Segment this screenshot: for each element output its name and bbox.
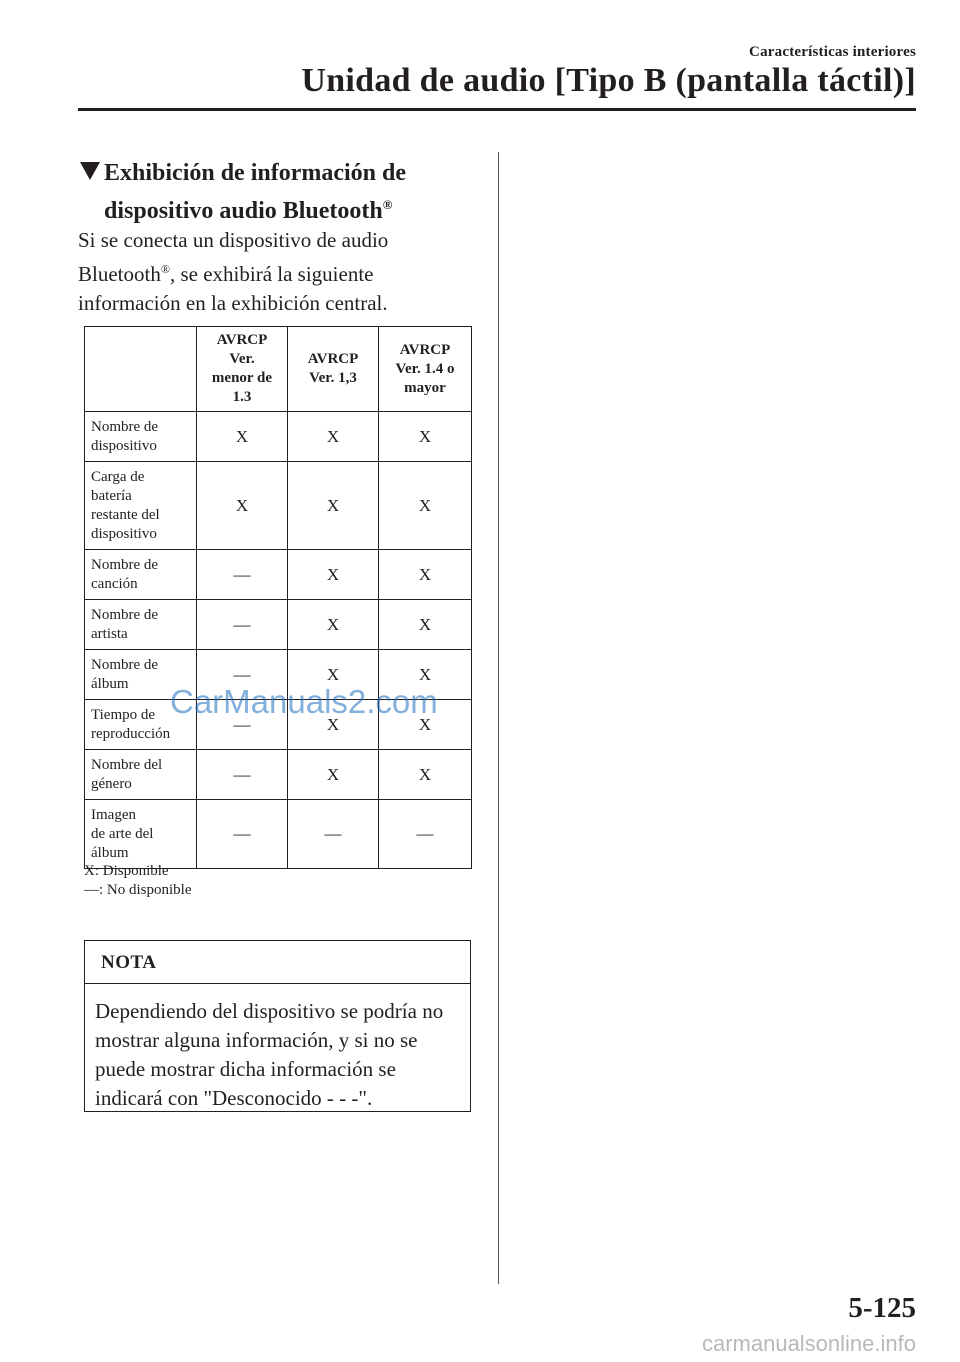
intro-paragraph [78,226,478,318]
column-header: AVRCP Ver. menor de 1.3 [197,327,288,412]
chapter-label: Características interiores [749,44,916,60]
table-row [85,600,472,650]
table-cell: X [379,650,472,700]
row-label: Imagen de arte del álbum [85,800,197,869]
table-cell: X [197,412,288,462]
watermark: CarManuals2.com [170,683,438,720]
triangle-down-icon [80,162,100,180]
legend-available: X: Disponible [84,863,169,879]
table-cell: — [197,600,288,650]
note-body: Dependiendo del dispositivo se podría no mostrar alguna información, y si no se puede mostrar dicha información se indicará con "Desconocido - - -". [95,999,444,1110]
table-cell: — [197,750,288,800]
row-label: Nombre de canción [85,550,197,600]
column-divider [498,152,499,1284]
row-label: Nombre del género [85,750,197,800]
table-row [85,750,472,800]
table-cell: X [288,412,379,462]
header-rule [78,108,916,111]
registered-mark: ® [160,262,170,276]
note-title: NOTA [85,941,470,984]
row-label: Nombre de artista [85,600,197,650]
table-legend [84,862,192,900]
table-header-row [85,327,472,412]
intro-text-1: Si se conecta un dispositivo de audio Bluetooth [78,228,389,286]
table-cell: — [288,800,379,869]
row-label: Nombre de álbum [85,650,197,700]
column-header: AVRCP Ver. 1.4 o mayor [379,327,472,412]
table-cell: — [197,800,288,869]
section-heading [78,158,478,227]
row-label: Nombre de dispositivo [85,412,197,462]
column-header: AVRCP Ver. 1,3 [288,327,379,412]
table-cell: X [197,462,288,550]
note-box [84,940,471,1112]
table-cell: — [197,650,288,700]
heading-line-2: dispositivo audio Bluetooth [104,198,383,224]
row-label: Carga de batería restante del dispositivo [85,462,197,550]
table-cell: X [288,462,379,550]
heading-line-1: Exhibición de información de [104,160,407,186]
row-label: Tiempo de reproducción [85,700,197,750]
table-cell: — [197,700,288,750]
table-cell: X [379,700,472,750]
footer-watermark: carmanualsonline.info [701,1331,916,1356]
table-cell: X [288,600,379,650]
table-cell: — [197,550,288,600]
page-title: Unidad de audio [Tipo B (pantalla táctil)] [301,62,916,99]
table-cell: X [288,700,379,750]
table-row [85,550,472,600]
table-cell: X [379,412,472,462]
table-cell: X [288,650,379,700]
table-cell: X [379,550,472,600]
table-row [85,462,472,550]
intro-text-2: , se exhibirá la siguiente información en la exhibición central. [78,262,388,315]
table-cell: X [288,550,379,600]
table-corner-cell [85,327,197,412]
table-cell: X [288,750,379,800]
table-row [85,412,472,462]
table-cell: X [379,600,472,650]
compatibility-table [84,326,472,869]
page-number: 5-125 [848,1292,916,1324]
table-cell: X [379,750,472,800]
registered-mark: ® [382,197,393,212]
legend-unavailable: —: No disponible [84,882,192,898]
table-cell: X [379,462,472,550]
table-row [85,800,472,869]
table-cell: — [379,800,472,869]
